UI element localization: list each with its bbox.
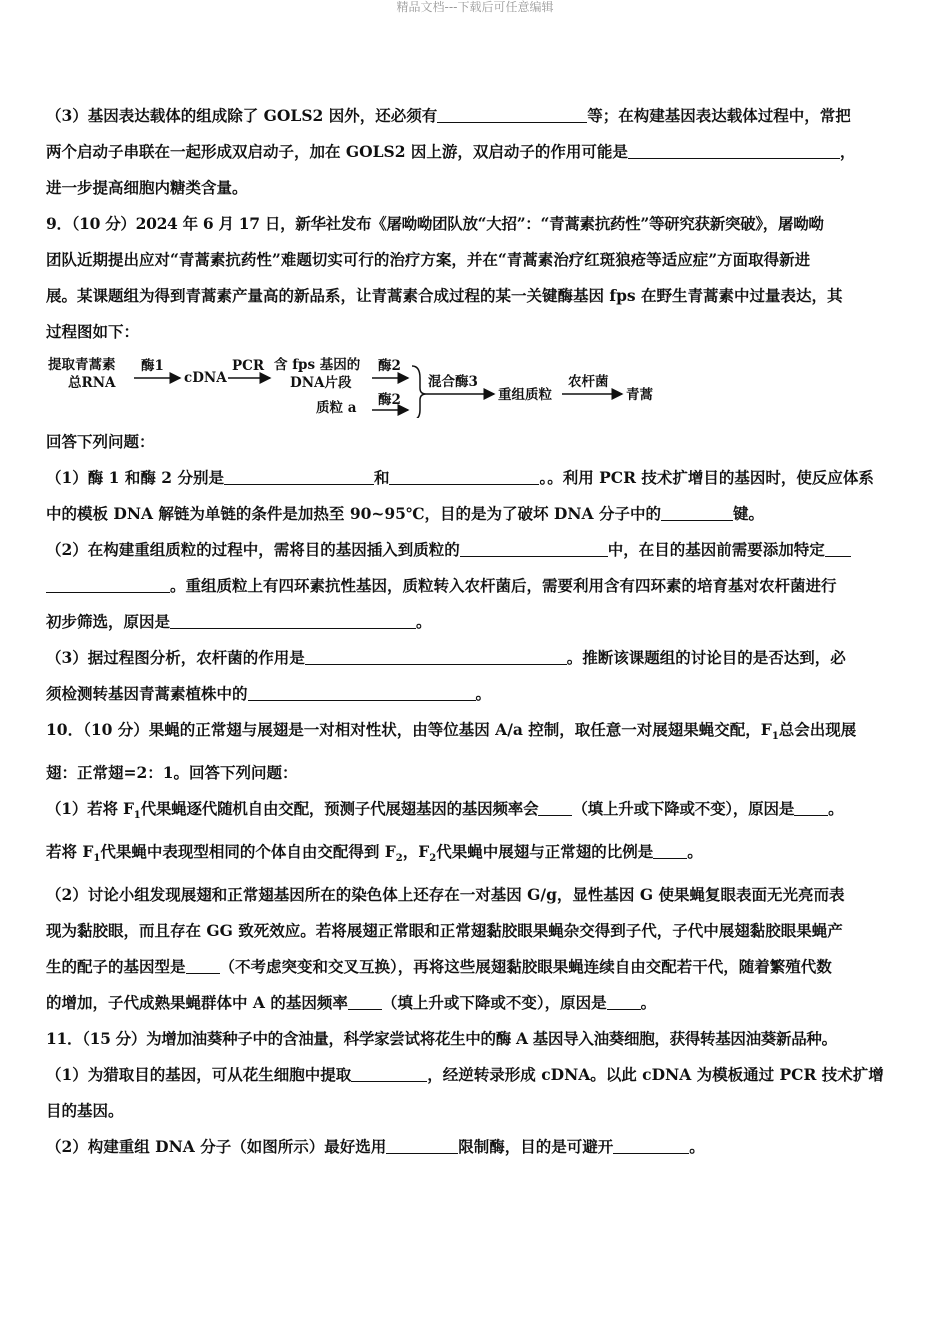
subscript: 1 [93,853,101,865]
subscript: 2 [429,853,437,865]
q11-stem-line1: 11．（15 分）为增加油葵种子中的含油量，科学家尝试将花生中的酶 A 基因导入油葵细胞，获得转基因油葵新品种。 [46,1029,837,1049]
node-plasmid-a: 质粒 a [316,400,357,416]
label-pcr: PCR [232,358,265,374]
answer-blank[interactable] [628,142,840,159]
text: 。。利用 PCR 技术扩增目的基因时，使反应体系 [539,468,874,487]
q9-part1-line2 [46,496,906,532]
text: 。重组质粒上有四环素抗性基因，质粒转入农杆菌后，需要利用含有四环素的培育基对农杆菌进行 [170,576,837,595]
text: ， [839,142,856,161]
q9-part2-line1 [46,532,906,568]
q10-part1-line1 [46,791,906,834]
q9-stem-line3: 展。某课题组为得到青蒿素产量高的新品系，让青蒿素合成过程的某一关键酶基因 fps 在野生青蒿素中过量表达，其 [46,286,843,305]
text: （填上升或下降或不变），原因是 [572,799,795,819]
node-artemisia: 青蒿 [626,387,653,403]
answer-blank[interactable] [224,468,374,485]
q9-stem-line1: 9．（10 分）2024 年 6 月 17 日，新华社发布《屠呦呦团队放“大招”：“青蒿素抗药性”等研究获新突破》，屠呦呦 [46,214,824,233]
node-recombinant-plasmid: 重组质粒 [498,387,552,403]
document-body [46,98,906,1165]
watermark-header: 精品文档---下载后可任意编辑 [396,0,554,14]
text: 两个启动子串联在一起形成双启动子，加在 GOLS2 因上游，双启动子的作用可能是 [46,142,628,161]
text: 等；在构建基因表达载体过程中，常把 [587,106,851,125]
text: （2）构建重组 DNA 分子（如图所示）最好选用 [46,1137,387,1157]
answer-blank[interactable] [170,612,416,629]
answer-blank[interactable] [248,684,476,701]
node-fps-dna-2: DNA片段 [290,375,352,391]
text: 须检测转基因青蒿素植株中的 [46,684,248,703]
q10-part1-line2 [46,834,906,877]
text: （1）酶 1 和酶 2 分别是 [46,468,224,487]
answer-blank[interactable] [389,468,539,485]
text: 总会出现展 [778,720,857,739]
text: 中的模板 DNA 解链为单链的条件是加热至 90~95℃，目的是为了破坏 DNA 分子中的 [46,504,661,523]
text: （填上升或下降或不变），原因是 [381,993,607,1013]
text: 中，在目的基因前需要添加特定 [607,540,825,559]
text: 的增加，子代成熟果蝇群体中 A 的基因频率 [46,993,348,1013]
q10-part2-line1: （2）讨论小组发现展翅和正常翅基因所在的染色体上还存在一对基因 G/g，显性基因 G 使果蝇复眼表面无光亮而表 [46,885,845,905]
process-diagram [46,352,906,418]
subscript: 2 [395,853,403,865]
text: 键。 [732,504,764,523]
text: 。 [416,612,432,631]
q8-part3-line3: 进一步提高细胞内糖类含量。 [46,178,248,197]
text: 和 [373,468,390,487]
label-enzyme2-bottom: 酶2 [378,392,401,408]
q8-part3-line2 [46,134,906,170]
answer-blank[interactable] [538,799,572,816]
text: 。 [640,993,657,1013]
label-mixed-enzyme3: 混合酶3 [428,374,478,390]
q9-part2-line3 [46,604,906,640]
label-enzyme2-top: 酶2 [378,358,401,374]
process-diagram-svg [46,352,686,418]
node-extract-rna-2: 总RNA [68,375,116,391]
subscript: 1 [133,810,141,822]
text: 10．（10 分）果蝇的正常翅与展翅是一对相对性状，由等位基因 A/a 控制，取任意一对展翅果蝇交配，F [46,720,772,739]
q10-part2-line4 [46,985,906,1021]
q10-part2-line3 [46,949,906,985]
q11-part2-line1 [46,1129,906,1165]
node-fps-dna-1: 含 fps 基因的 [274,357,361,373]
answer-blank[interactable] [460,540,608,557]
text: 代果蝇中展翅与正常翅的比例是 [436,842,654,862]
answer-blank[interactable] [613,1137,689,1154]
q9-part3-line2 [46,676,906,712]
text: （1）为猎取目的基因，可从花生细胞中提取 [46,1065,352,1085]
q10-stem-line1 [46,712,906,755]
q11-part1-line1 [46,1057,906,1093]
text: （2）在构建重组质粒的过程中，需将目的基因插入到质粒的 [46,540,460,559]
text: （3）基因表达载体的组成除了 GOLS2 因外，还必须有 [46,106,438,125]
text: （1）若将 F [46,799,134,819]
answer-blank[interactable] [186,957,220,974]
q10-stem-line2: 翅：正常翅=2：1。回答下列问题： [46,763,298,783]
node-cdna: cDNA [184,370,227,386]
text: 。 [828,799,844,819]
text: ，F [402,842,430,862]
text: 代果蝇逐代随机自由交配，预测子代展翅基因的基因频率会 [140,799,539,819]
label-enzyme1: 酶1 [141,358,164,374]
merge-brace [412,366,426,418]
q9-stem-line4: 过程图如下： [46,322,140,341]
text: 初步筛选，原因是 [46,612,171,631]
answer-blank[interactable] [794,799,828,816]
answer-blank[interactable] [348,993,382,1010]
q9-part3-line1 [46,640,906,676]
text: 代果蝇中表现型相同的个体自由交配得到 F [100,842,396,862]
text: （3）据过程图分析，农杆菌的作用是 [46,648,305,667]
q9-stem-line2: 团队近期提出应对“青蒿素抗药性”难题切实可行的治疗方案，并在“青蒿素治疗红斑狼疮等适应症”方面取得新进 [46,250,811,269]
answer-blank[interactable] [46,576,170,593]
answer-blank[interactable] [386,1137,458,1154]
answer-prompt: 回答下列问题： [46,432,155,451]
answer-blank[interactable] [607,993,641,1010]
text: 。推断该课题组的讨论目的是否达到，必 [566,648,846,667]
text: 。 [475,684,492,703]
answer-blank[interactable] [653,842,687,859]
q10-part2-line2: 现为黏胶眼，而且存在 GG 致死效应。若将展翅正常眼和正常翅黏胶眼果蝇杂交得到子代，子代中展翅黏胶眼果蝇产 [46,921,843,941]
q11-part1-line2: 目的基因。 [46,1101,124,1121]
q9-part1-line1 [46,460,906,496]
answer-blank[interactable] [825,540,851,557]
subscript: 1 [771,731,779,743]
q8-part3-line1 [46,98,906,134]
text: （不考虑突变和交叉互换），再将这些展翅黏胶眼果蝇连续自由交配若干代，随着繁殖代数 [219,957,832,977]
text: 。 [687,842,703,862]
q9-part2-line2 [46,568,906,604]
label-agrobacterium: 农杆菌 [568,374,609,390]
answer-blank[interactable] [305,648,567,665]
node-extract-rna-1: 提取青蒿素 [48,357,116,373]
text: 。 [689,1137,705,1157]
answer-blank[interactable] [661,504,733,521]
answer-blank[interactable] [437,106,587,123]
answer-blank[interactable] [351,1065,427,1082]
text: 限制酶，目的是可避开 [458,1137,614,1157]
text: 生的配子的基因型是 [46,957,186,977]
text: 若将 F [46,842,94,862]
text: ，经逆转录形成 cDNA。以此 cDNA 为模板通过 PCR 技术扩增 [427,1065,884,1085]
